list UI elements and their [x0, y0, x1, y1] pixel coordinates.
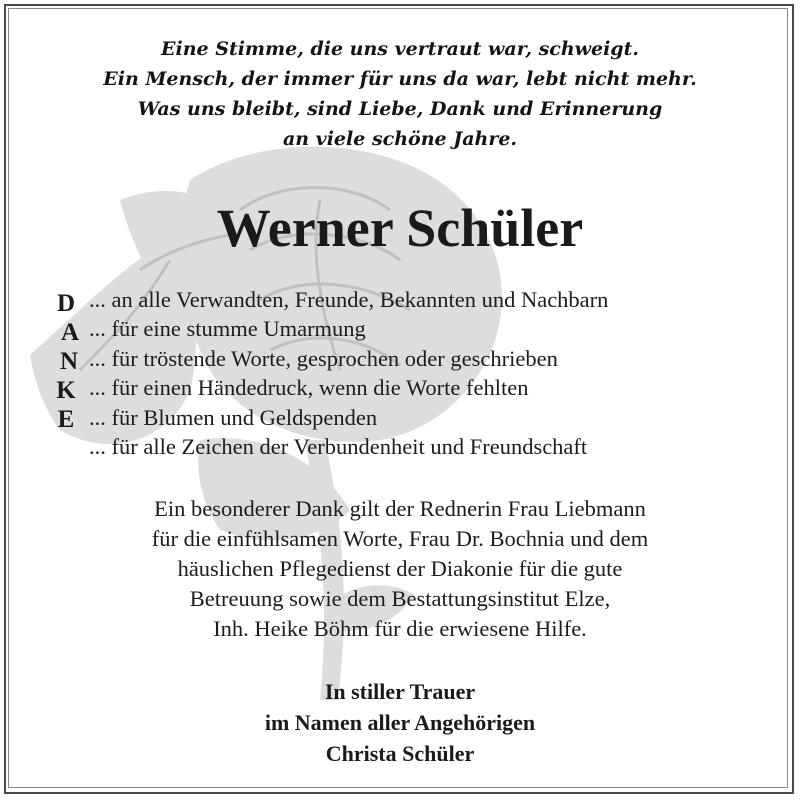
deceased-name: Werner Schüler	[216, 198, 584, 258]
thanks-line: ... an alle Verwandten, Freunde, Bekannten und Nachbarn	[89, 287, 609, 312]
special-thanks-line: Inh. Heike Böhm für die erwiesene Hilfe.	[213, 616, 587, 641]
special-thanks-line: Betreuung sowie dem Bestattungsinstitut Elze,	[189, 586, 611, 611]
special-thanks	[0, 494, 800, 644]
thanks-list	[89, 285, 789, 461]
signature-line: In stiller Trauer	[324, 679, 476, 704]
special-thanks-line: häuslichen Pflegedienst der Diakonie für die gute	[177, 556, 623, 581]
thanks-line: ... für eine stumme Umarmung	[89, 316, 366, 342]
danke-letter: E	[57, 406, 75, 433]
special-thanks-line: Ein besonderer Dank gilt der Rednerin Frau Liebmann	[154, 496, 646, 521]
signature-line: im Namen aller Angehörigen	[264, 710, 536, 735]
signature	[0, 676, 800, 769]
poem-line: Was uns bleibt, sind Liebe, Dank und Erinnerung	[137, 98, 663, 120]
thanks-line: ... für tröstende Worte, gesprochen oder geschrieben	[89, 345, 558, 371]
danke-letter: K	[56, 377, 76, 404]
poem	[0, 34, 800, 154]
signature-line: Christa Schüler	[325, 741, 475, 766]
thanks-line: ... für alle Zeichen der Verbundenheit und Freundschaft	[89, 434, 588, 460]
poem-line: Ein Mensch, der immer für uns da war, lebt nicht mehr.	[103, 68, 697, 90]
danke-letter: N	[59, 348, 79, 375]
thanks-line: ... für einen Händedruck, wenn die Worte fehlten	[89, 375, 529, 401]
thanks-line: ... für Blumen und Geldspenden	[89, 404, 378, 430]
special-thanks-line: für die einfühlsamen Worte, Frau Dr. Bochnia und dem	[151, 526, 649, 551]
poem-line: an viele schöne Jahre.	[282, 128, 518, 150]
danke-acrostic	[49, 289, 83, 434]
poem-line: Eine Stimme, die uns vertraut war, schweigt.	[161, 38, 639, 60]
danke-letter: A	[60, 319, 80, 346]
danke-letter: D	[56, 290, 76, 317]
